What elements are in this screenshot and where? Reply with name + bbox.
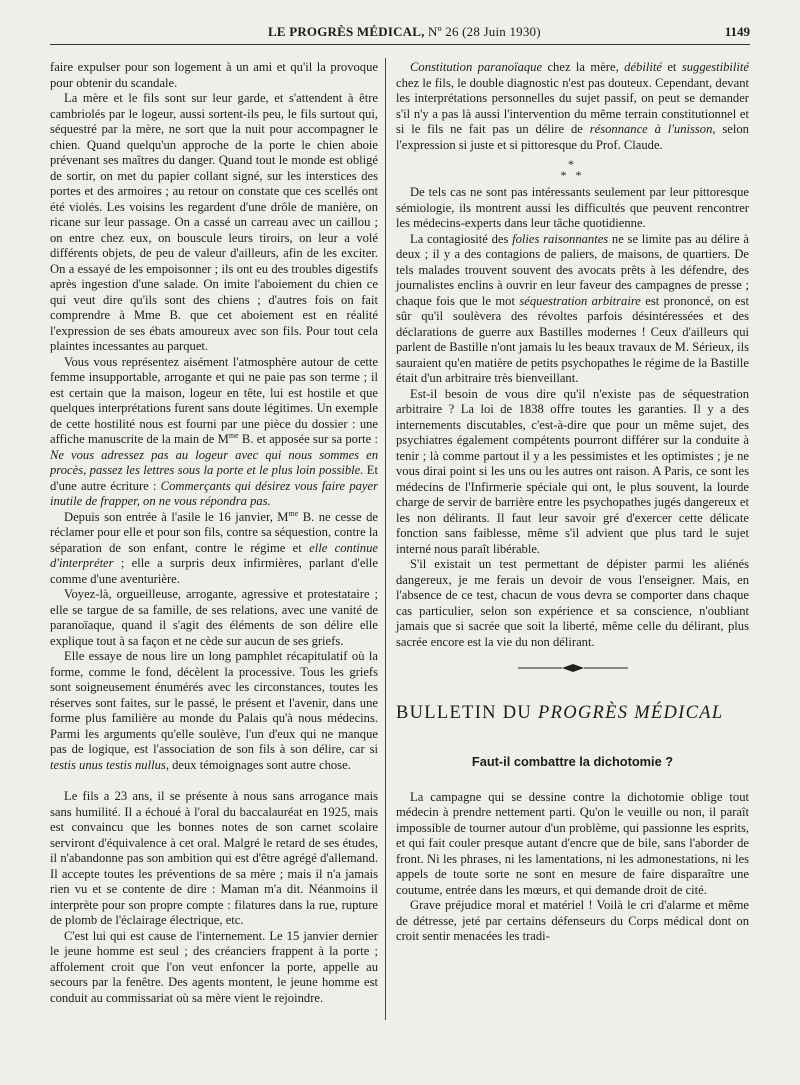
left-column	[50, 60, 378, 1006]
paragraph: Est-il besoin de vous dire qu'il n'existe pas de séquestration arbitraire ? La loi de 1838 offre toutes les garanties. Il y a des internements discutables, c'est-à-dire que pour un même sujet, des psychiatres également compétents pourront différer sur la conduite à tenir ; là comme partout il y a les pessimistes et les optimistes ; je ne vous dirai point si les uns ou les autres ont raison. A Paris, ce sont les médecins de l'Infirmerie spéciale qui ont, le plus souvent, la lourde charge de servir de barrière entre les psychopathes jugés dangereux et les non délirants. Il faut leur savoir gré d'exercer cette délicate fonction sans faiblesse, même s'il advient que plus tard le sujet interné nous paraît libérable.	[396, 386, 749, 556]
paragraph: Grave préjudice moral et matériel ! Voilà le cri d'alarme et même de détresse, jeté par certains défenseurs du Corps médical dont on croit sentir menacées les tradi-	[396, 898, 749, 943]
running-title	[268, 24, 541, 40]
paragraph: C'est lui qui est cause de l'internement. Le 15 janvier dernier le jeune homme est seul ; des créanciers frappent à la porte ; affolement croit que l'on veut enfoncer la porte, appelle au secours par la fenêtre. Des agents montent, le jeune homme est conduit au commissariat où sa mère vient le rejoindre.	[50, 928, 378, 1005]
ornamental-divider	[396, 662, 749, 672]
right-column	[396, 60, 749, 945]
paragraph: faire expulser pour son logement à un ami et qu'il la provoque pour obtenir du scandale.	[50, 60, 378, 90]
paragraph: S'il existait un test permettant de dépister parmi les aliénés dangereux, je me ferais un devoir de vous l'enseigner. Mais, en l'absence de ce test, chacun de vous devra se comporter dans chaque cas particulier, selon son expérience et sa conscience, n'oubliant jamais que si sacrée que soit la liberté, même celle du délirant, plus sacrée encore est la vie du non délirant.	[396, 557, 749, 649]
paragraph: Elle essaye de nous lire un long pamphlet récapitulatif où la forme, comme le fond, décèlent la processive. Tous les griefs sont soigneusement énumérés avec les circonstances, toutes les réserves sont faites, sur le passé, le présent et l'avenir, dans une forme plus familière au monde du Palais qu'à nous médecins. Parmi les arguments qu'elle soulève, l'un d'eux qui ne manque pas de logique, est l'association de son fils à son délire, car si testis unus testis nullus, deux témoignages sont autre chose.	[50, 649, 378, 772]
journal-name: LE PROGRÈS MÉDICAL,	[268, 24, 425, 39]
paragraph: Vous vous représentez aisément l'atmosphère autour de cette femme insupportable, arrogante et qui ne paie pas son terme ; il est certain que la maison, logeur en tête, lui est hostile et que quelques interprétations furent sans doute légitimes. Un exemple de cette hostilité nous est fourni par une pièce du dossier : une affiche manuscrite de la main de $M^{me}$ B. et apposée sur sa porte : Ne vous adressez pas au logeur avec qui nous sommes en procès, passez les lettres sous la porte et le plus loin possible. Et d'une autre écriture : Commerçants qui désirez vous faire payer inutile de frapper, on ne vous répondra pas.	[50, 354, 379, 508]
section-heading: BULLETIN DU PROGRÈS MÉDICAL	[396, 703, 724, 723]
paragraph: Voyez-là, orgueilleuse, arrogante, agressive et protestataire ; elle se targue de sa famille, de ses relations, avec une vanité de paranoïaque, quand il s'agit des éléments de son délire elle explique tout à sa façon et ne cède sur aucun de ses griefs.	[50, 587, 378, 648]
section-separator-stars: * * *	[560, 157, 585, 182]
paragraph: Le fils a 23 ans, il se présente à nous sans arrogance mais sans humilité. Il a échoué à l'oral du baccalauréat en 1925, mais est convaincu que les bonnes notes de son carnet scolaire serviront d'équivalence à cet oral. Malgré le retard de ses études, il n'abandonne pas son ambition qui est d'être agrégé d'allemand. Il accepte toutes les préventions de sa mère ; mais il n'a jamais rien vu et se contente de dire : Maman m'a dit. Néanmoins il interprète pour son propre compte : filatures dans la rue, rupture de plomb de l'éclairage électrique, etc.	[50, 789, 378, 927]
column-divider	[385, 58, 386, 1020]
article-title: Faut-il combattre la dichotomie ?	[471, 754, 674, 769]
page-number: 1149	[724, 24, 750, 39]
paragraph: La campagne qui se dessine contre la dichotomie oblige tout médecin à prendre nettement parti. Qu'on le veuille ou non, il paraît impossible de tourner autour d'un problème, qui passionne les esprits, et qui fait couler presque autant d'encre que de bile, sans l'aborder de front. Ni les phrases, ni les lamentations, ni les admonestations, ni les appels de toute sorte ne sont en mesure de faire disparaître une coutume, entrée dans les mœurs, et qui demande droit de cité.	[396, 789, 749, 897]
page-header	[50, 22, 750, 45]
paragraph: Depuis son entrée à l'asile le 16 janvier, $M^{me}$ B. ne cesse de réclamer pour elle et pour son fils, contre sa séquestion, contre la séparation de son enfant, contre le régime et elle continue d'interpréter ; elle a surpris deux infirmières, parlant d'elle comme d'une aventurière.	[50, 508, 378, 586]
issue-info: Nº 26 (28 Juin 1930)	[428, 24, 541, 39]
paragraph: Constitution paranoïaque chez la mère, débilité et suggestibilité chez le fils, le double diagnostic n'est pas douteux. Cependant, devant les interprétations personnelles du sujet passif, on peut se demander s'il n'y a pas là aussi l'intervention du même terrain constitutionnel et si le fils ne fait pas un délire de résonnance à l'unisson, selon l'expression si juste et si pittoresque du Prof. Claude.	[396, 60, 750, 152]
ornament-icon	[518, 663, 628, 673]
paragraph: De tels cas ne sont pas intéressants seulement par leur pittoresque sémiologie, ils montrent aussi les difficultés que peuvent rencontrer les médecins-experts dans leur tâche quotidienne.	[396, 185, 749, 230]
paragraph: La mère et le fils sont sur leur garde, et s'attendent à être cambriolés par le logeur, aussi sortent-ils peu, le fils surtout qui, séquestré par la mère, ne sort que la nuit pour accompagner le chien. Quand quelqu'un approche de la porte le chien aboie prévenant ses maîtres du danger. Quand tout le monde est obligé de sortir, on met du papier collant signé, sur les interstices des portes et des armoires ; au retour on constate que ces scellés ont été violés. Les voisins les regardent d'une drôle de manière, on ricane sur leur passage. On a cassé un carreau avec un caillou ; on entre chez eux, on bouscule leurs tiroirs, on leur a volé différents objets, de peu de valeur d'ailleurs, afin de les exciter. On a essayé de les empoisonner ; ils ont eu des troubles digestifs après ingestion d'une salade. On imite l'aboiement du chien ce qui veut dire qu'ils sont des chiens ; d'autres fois on fait comprendre à Mme B. que cet aboiement est en réalité l'expression de ses ébats amoureux avec son fils. Pour tout cela plaintes incessantes au parquet.	[50, 91, 378, 353]
paragraph: La contagiosité des folies raisonnantes ne se limite pas au délire à deux ; il y a des contagions de paliers, de maisons, de quartiers. De tels malades trouvent souvent des avocats prêts à les défendre, des journalistes enclins à ouvrir en leur faveur des campagnes de presse ; chaque fois que le mot séquestration arbitraire est prononcé, on est sûr qu'il soulèvera des révoltes parfois désintéressées et des déclarations de guerre aux Bastilles modernes ! Ceux d'ailleurs qui parlent de Bastille n'ont jamais lu les beaux travaux de M. Sérieux, ils sauraient qu'en matière de petits psychopathes le régime de la Bastille était d'un arbitraire très bienveillant.	[396, 231, 749, 385]
